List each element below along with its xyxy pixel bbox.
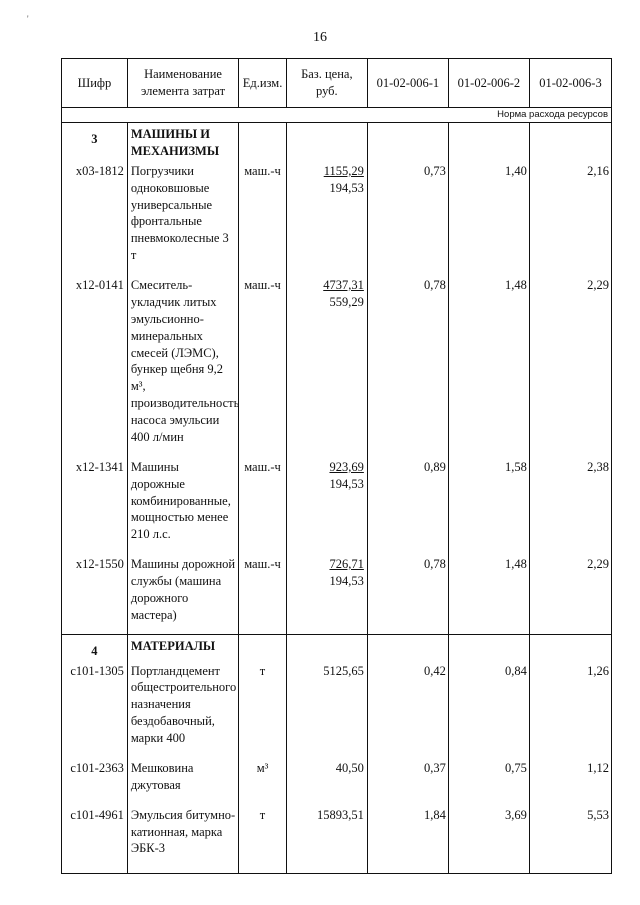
empty-cell <box>127 446 238 456</box>
empty-cell <box>286 857 367 867</box>
empty-cell <box>286 867 367 874</box>
section-header-row <box>62 634 612 659</box>
norm-col-b: 3,69 <box>448 804 529 858</box>
row-gap <box>62 624 612 635</box>
row-gap <box>62 264 612 274</box>
table-row <box>62 274 612 446</box>
resource-unit: маш.-ч <box>239 553 287 624</box>
norm-col-b: 0,84 <box>448 660 529 747</box>
base-price <box>286 804 367 858</box>
empty-cell <box>62 624 128 635</box>
empty-cell <box>286 446 367 456</box>
norm-col-c: 5,53 <box>529 804 611 858</box>
empty-cell <box>62 446 128 456</box>
section-number: 3 <box>62 123 128 160</box>
base-price-salary: 194,53 <box>329 476 364 491</box>
empty-cell <box>367 747 448 757</box>
base-price <box>286 660 367 747</box>
empty-cell <box>239 747 287 757</box>
base-price-value: 40,50 <box>335 760 364 775</box>
resource-name: Машины дорожной службы (машина дорожного мастера) <box>127 553 238 624</box>
empty-cell <box>448 794 529 804</box>
empty-cell <box>529 123 611 160</box>
resource-name: Машины дорожные комбинированные, мощностью менее 210 л.с. <box>127 456 238 543</box>
resource-unit: т <box>239 660 287 747</box>
empty-cell <box>239 446 287 456</box>
resource-unit: т <box>239 804 287 858</box>
resource-code: с101-4961 <box>62 804 128 858</box>
base-price-value: 726,71 <box>329 557 364 572</box>
table-row <box>62 660 612 747</box>
empty-cell <box>367 857 448 867</box>
norm-col-c: 2,38 <box>529 456 611 543</box>
norm-col-a: 0,42 <box>367 660 448 747</box>
empty-cell <box>529 264 611 274</box>
empty-cell <box>529 867 611 874</box>
empty-cell <box>127 624 238 635</box>
scan-speck: ' <box>27 14 29 24</box>
section-number: 4 <box>62 634 128 659</box>
norm-col-b: 1,58 <box>448 456 529 543</box>
resource-unit: маш.-ч <box>239 274 287 446</box>
empty-cell <box>239 264 287 274</box>
header-col-c: 01-02-006-3 <box>529 59 611 108</box>
empty-cell <box>239 543 287 553</box>
empty-cell <box>239 867 287 874</box>
norm-col-c: 2,29 <box>529 274 611 446</box>
base-price-value: 1155,29 <box>323 163 364 178</box>
norm-col-b: 1,48 <box>448 553 529 624</box>
empty-cell <box>239 794 287 804</box>
resource-code: х12-1550 <box>62 553 128 624</box>
header-col-a: 01-02-006-1 <box>367 59 448 108</box>
row-gap <box>62 794 612 804</box>
resource-name: Мешковина джутовая <box>127 757 238 794</box>
empty-cell <box>367 264 448 274</box>
base-price <box>286 553 367 624</box>
row-gap <box>62 446 612 456</box>
resource-code: с101-1305 <box>62 660 128 747</box>
empty-cell <box>448 634 529 659</box>
empty-cell <box>529 634 611 659</box>
empty-cell <box>286 264 367 274</box>
empty-cell <box>367 543 448 553</box>
empty-cell <box>367 123 448 160</box>
empty-cell <box>62 543 128 553</box>
empty-cell <box>239 624 287 635</box>
table-row <box>62 160 612 264</box>
resource-table <box>61 58 612 874</box>
empty-cell <box>529 446 611 456</box>
resource-name: Погрузчики одноковшовые универсальные фронтальные пневмоколесные 3 т <box>127 160 238 264</box>
empty-cell <box>448 264 529 274</box>
resource-unit: маш.-ч <box>239 456 287 543</box>
empty-cell <box>127 747 238 757</box>
empty-cell <box>448 624 529 635</box>
table-row <box>62 757 612 794</box>
norm-col-b: 1,40 <box>448 160 529 264</box>
empty-cell <box>367 794 448 804</box>
row-gap <box>62 543 612 553</box>
base-price-value: 5125,65 <box>323 663 364 678</box>
resource-unit: маш.-ч <box>239 160 287 264</box>
row-gap <box>62 747 612 757</box>
section-header-row <box>62 123 612 160</box>
base-price-salary: 194,53 <box>329 574 364 588</box>
norm-col-c: 1,26 <box>529 660 611 747</box>
empty-cell <box>448 446 529 456</box>
empty-cell <box>529 857 611 867</box>
empty-cell <box>62 747 128 757</box>
empty-cell <box>367 634 448 659</box>
empty-cell <box>239 634 287 659</box>
empty-cell <box>239 123 287 160</box>
norm-col-a: 0,78 <box>367 274 448 446</box>
resource-unit: м³ <box>239 757 287 794</box>
base-price <box>286 456 367 543</box>
base-price <box>286 274 367 446</box>
resource-code: с101-2363 <box>62 757 128 794</box>
norm-col-a: 0,78 <box>367 553 448 624</box>
base-price <box>286 757 367 794</box>
base-price-value: 4737,31 <box>323 278 364 292</box>
resource-name: Смеситель-укладчик литых эмульсионно-минеральных смесей (ЛЭМС), бункер щебня 9,2 м³, производительность насоса эмульсии 400 л/мин <box>127 274 238 446</box>
norma-label: Норма расхода ресурсов <box>62 108 612 123</box>
empty-cell <box>286 634 367 659</box>
norm-col-c: 2,16 <box>529 160 611 264</box>
base-price-value: 15893,51 <box>316 807 364 822</box>
table-row <box>62 804 612 858</box>
table-bottom <box>62 867 612 874</box>
norm-col-c: 2,29 <box>529 553 611 624</box>
base-price-salary: 559,29 <box>329 294 364 309</box>
norm-col-c: 1,12 <box>529 757 611 794</box>
norm-col-a: 0,89 <box>367 456 448 543</box>
empty-cell <box>529 624 611 635</box>
empty-cell <box>367 867 448 874</box>
empty-cell <box>127 264 238 274</box>
header-col-b: 01-02-006-2 <box>448 59 529 108</box>
empty-cell <box>127 543 238 553</box>
empty-cell <box>286 624 367 635</box>
empty-cell <box>529 543 611 553</box>
resource-code: х03-1812 <box>62 160 128 264</box>
header-row <box>62 59 612 108</box>
base-price-salary: 194,53 <box>329 180 364 195</box>
empty-cell <box>127 794 238 804</box>
empty-cell <box>367 446 448 456</box>
section-title: МАШИНЫ И МЕХАНИЗМЫ <box>127 123 238 160</box>
resource-name: Портландцемент общестроительного назначения бездобавочный, марки 400 <box>127 660 238 747</box>
empty-cell <box>448 747 529 757</box>
empty-cell <box>127 867 238 874</box>
resource-code: х12-1341 <box>62 456 128 543</box>
norm-col-a: 0,37 <box>367 757 448 794</box>
empty-cell <box>529 747 611 757</box>
empty-cell <box>367 624 448 635</box>
header-unit: Ед.изм. <box>239 59 287 108</box>
empty-cell <box>529 794 611 804</box>
empty-cell <box>286 747 367 757</box>
resource-code: х12-0141 <box>62 274 128 446</box>
empty-cell <box>286 543 367 553</box>
empty-cell <box>448 867 529 874</box>
empty-cell <box>448 857 529 867</box>
row-gap <box>62 857 612 867</box>
empty-cell <box>239 857 287 867</box>
resource-name: Эмульсия битумно-катионная, марка ЭБК-3 <box>127 804 238 858</box>
page-number: 16 <box>313 30 327 45</box>
empty-cell <box>62 867 128 874</box>
empty-cell <box>448 543 529 553</box>
table-row <box>62 456 612 543</box>
norm-col-a: 1,84 <box>367 804 448 858</box>
empty-cell <box>62 264 128 274</box>
base-price <box>286 160 367 264</box>
norm-col-b: 0,75 <box>448 757 529 794</box>
empty-cell <box>62 794 128 804</box>
empty-cell <box>286 794 367 804</box>
table-row <box>62 553 612 624</box>
norma-row <box>62 108 612 123</box>
norm-col-b: 1,48 <box>448 274 529 446</box>
empty-cell <box>127 857 238 867</box>
header-code: Шифр <box>62 59 128 108</box>
norm-col-a: 0,73 <box>367 160 448 264</box>
base-price-value: 923,69 <box>329 459 364 474</box>
empty-cell <box>448 123 529 160</box>
empty-cell <box>286 123 367 160</box>
section-title: МАТЕРИАЛЫ <box>127 634 238 659</box>
header-name: Наименование элемента затрат <box>127 59 238 108</box>
empty-cell <box>62 857 128 867</box>
header-price: Баз. цена, руб. <box>286 59 367 108</box>
